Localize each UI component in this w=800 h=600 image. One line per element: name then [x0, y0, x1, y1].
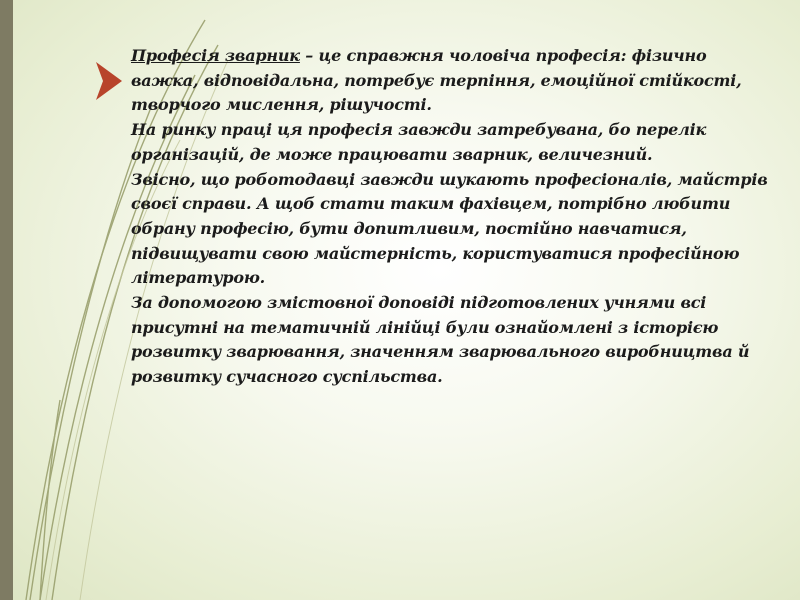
arrow-bullet-icon — [96, 62, 122, 100]
paragraph-3: Звісно, що роботодавці завжди шукають професіоналів, майстрів своєї справи. А щоб стати таким фахівцем, потрібно любити обрану професію, бути допитливим, постійно навчатися, підвищувати свою майстерність, користуватися професійною літературою. — [131, 169, 768, 288]
slide-text-body — [131, 44, 771, 390]
paragraph-1-text: – це справжня чоловіча професія: фізично важка, відповідальна, потребує терпіння, емоційної стійкості, творчого мислення, рішучості. — [131, 46, 742, 115]
profession-title: Професія зварник — [131, 46, 300, 65]
paragraph-4: За допомогою змістовної доповіді підготовлених учнями всі присутні на тематичній лінійці були ознайомлені з історією розвитку зварювання, значенням зварювального виробництва й розвитку сучасного суспільства. — [131, 293, 750, 387]
paragraph-1 — [131, 44, 771, 118]
paragraph-2: На ринку праці ця професія завжди затребувана, бо перелік організацій, де може працювати зварник, величезний. — [131, 120, 707, 164]
